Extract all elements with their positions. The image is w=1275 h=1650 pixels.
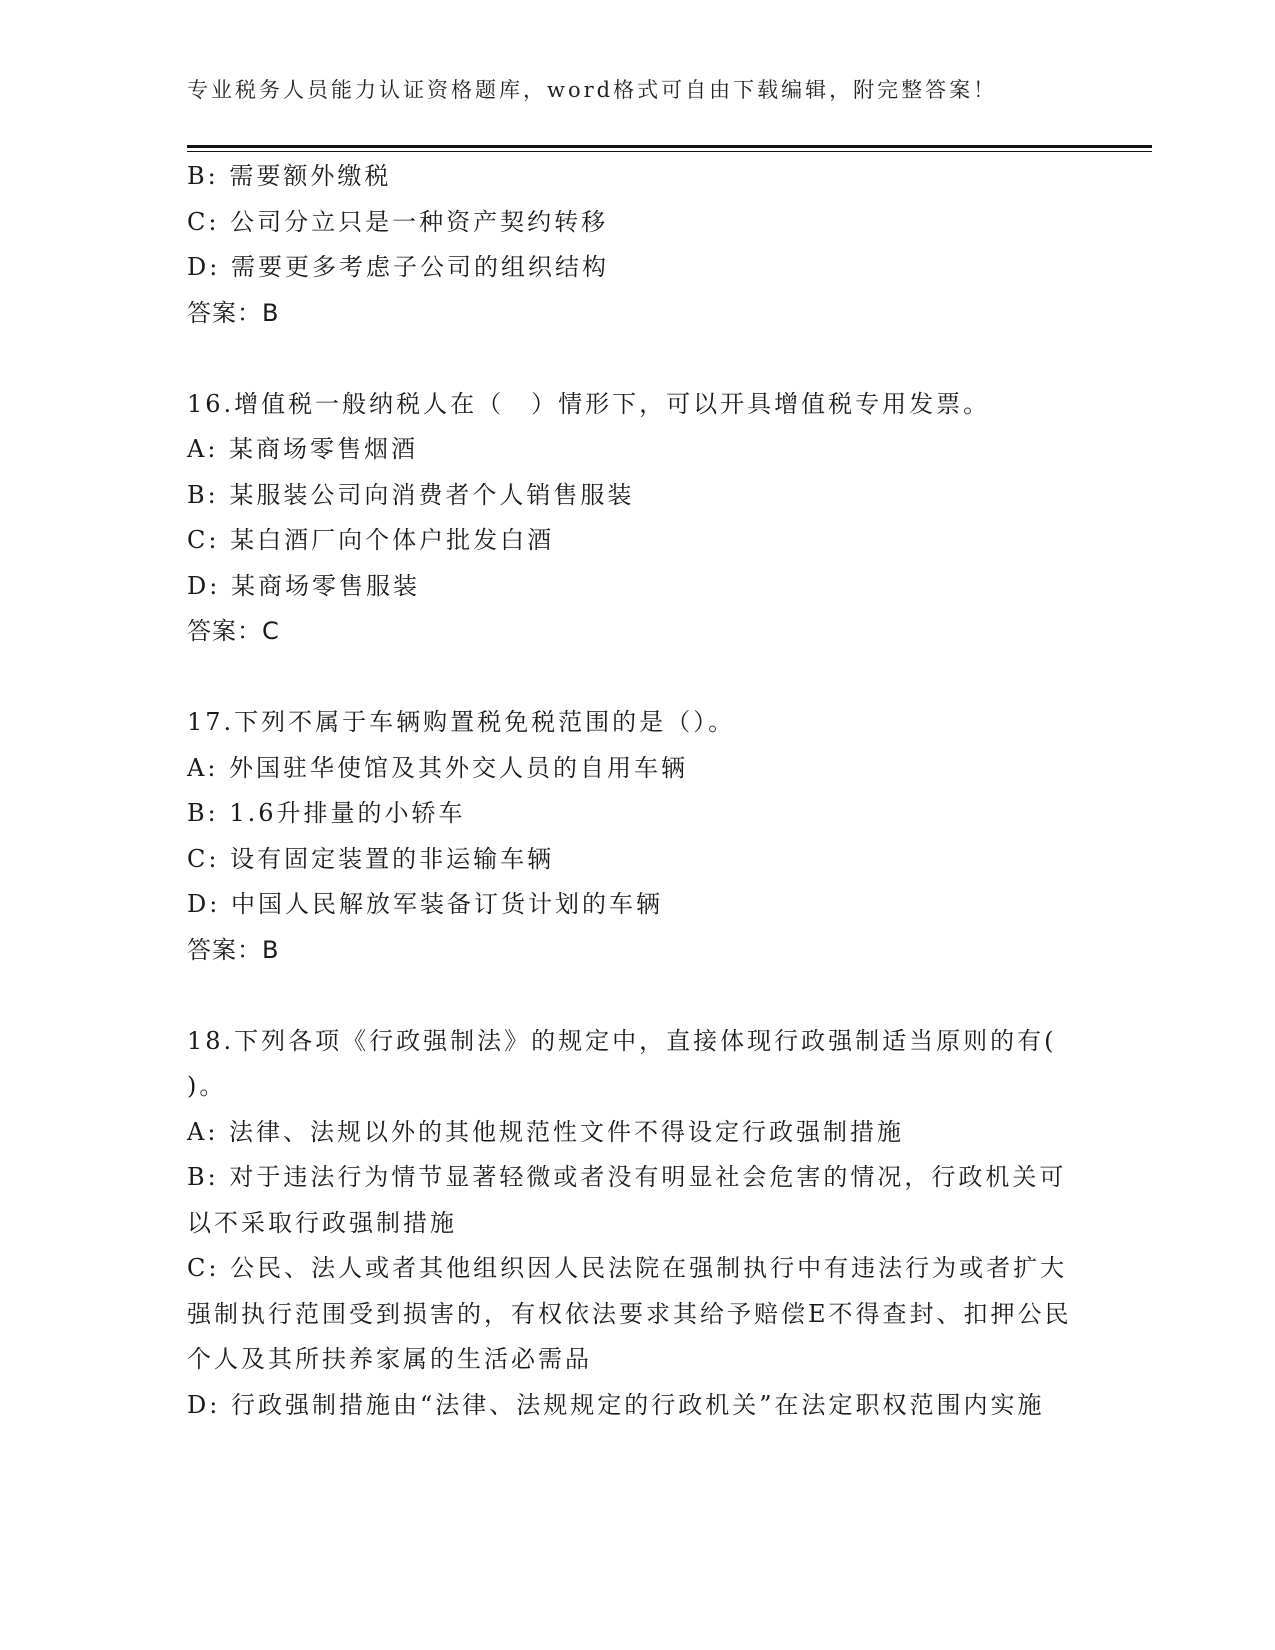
answer: 答案：C	[187, 617, 280, 645]
question-18	[187, 1019, 1092, 1429]
option-b: B: 1.6升排量的小轿车	[187, 799, 466, 827]
answer: 答案：B	[187, 935, 280, 964]
option-c: C: 公民、法人或者其他组织因人民法院在强制执行中有违法行为或者扩大强制执行范围受到损害的，有权依法要求其给予赔偿E不得查封、扣押公民个人及其所扶养家属的生活必需品	[187, 1254, 1072, 1373]
option-d: D: 某商场零售服装	[187, 571, 420, 600]
option-d: D: 中国人民解放军装备订货计划的车辆	[187, 890, 663, 918]
spacer	[187, 655, 1092, 701]
answer: 答案：B	[187, 298, 280, 327]
question-stem: 18.下列各项《行政强制法》的规定中，直接体现行政强制适当原则的有( )。	[187, 1026, 1057, 1100]
page-header: 专业税务人员能力认证资格题库，word格式可自由下载编辑，附完整答案！	[187, 78, 998, 102]
question-15-tail	[187, 154, 1092, 336]
option-b: B: 需要额外缴税	[187, 162, 392, 190]
option-b: B: 某服装公司向消费者个人销售服装	[187, 480, 635, 509]
question-stem: 16.增值税一般纳税人在（ ）情形下，可以开具增值税专用发票。	[187, 389, 991, 418]
question-17	[187, 700, 1092, 973]
question-stem: 17.下列不属于车辆购置税免税范围的是（）。	[187, 708, 736, 736]
spacer	[187, 973, 1092, 1019]
header-divider	[187, 145, 1152, 148]
option-a: A: 法律、法规以外的其他规范性文件不得设定行政强制措施	[187, 1117, 905, 1146]
option-b: B: 对于违法行为情节显著轻微或者没有明显社会危害的情况，行政机关可以不采取行政强制措施	[187, 1163, 1067, 1237]
question-list	[187, 154, 1092, 1428]
option-d: D: 需要更多考虑子公司的组织结构	[187, 253, 609, 281]
option-a: A: 外国驻华使馆及其外交人员的自用车辆	[187, 753, 689, 782]
spacer	[187, 336, 1092, 382]
option-c: C: 公司分立只是一种资产契约转移	[187, 207, 609, 236]
option-a: A: 某商场零售烟酒	[187, 435, 419, 463]
option-c: C: 某白酒厂向个体户批发白酒	[187, 526, 555, 554]
header-divider-thin	[187, 151, 1152, 152]
question-16	[187, 382, 1092, 655]
option-c: C: 设有固定装置的非运输车辆	[187, 844, 555, 873]
option-d: D: 行政强制措施由“法律、法规规定的行政机关”在法定职权范围内实施	[187, 1390, 1045, 1419]
